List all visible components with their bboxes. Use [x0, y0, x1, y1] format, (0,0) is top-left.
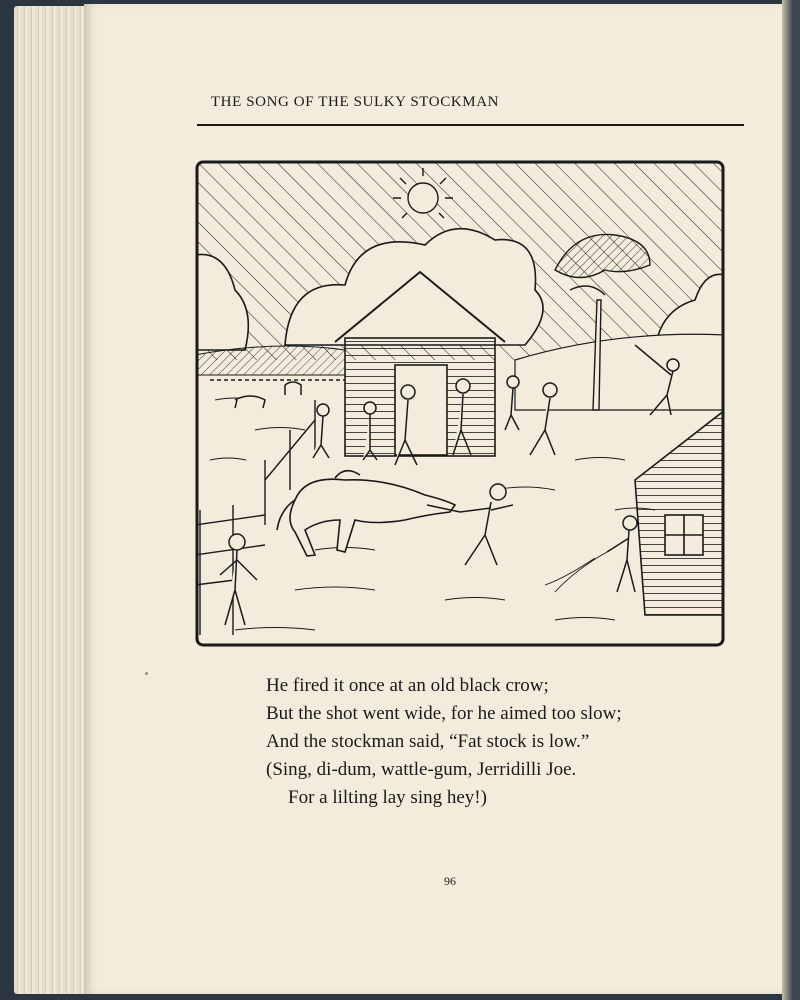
verse-line: And the stockman said, “Fat stock is low.”	[266, 731, 590, 752]
verse-line: (Sing, di-dum, wattle-gum, Jerridilli Joe.	[266, 759, 577, 780]
verse-line: He fired it once at an old black crow;	[266, 675, 549, 696]
illustration	[195, 160, 725, 647]
verse-line-refrain: For a lilting lay sing hey!)	[288, 787, 487, 808]
paper-speck	[145, 672, 148, 675]
page-number: 96	[444, 874, 456, 888]
running-head-text: THE SONG OF THE SULKY STOCKMAN	[210, 94, 500, 110]
verse-line: But the shot went wide, for he aimed too slow;	[266, 703, 622, 724]
head-rule	[197, 124, 744, 126]
running-head	[0, 94, 800, 111]
book-cover-edge	[782, 0, 800, 1000]
verse	[266, 672, 622, 812]
